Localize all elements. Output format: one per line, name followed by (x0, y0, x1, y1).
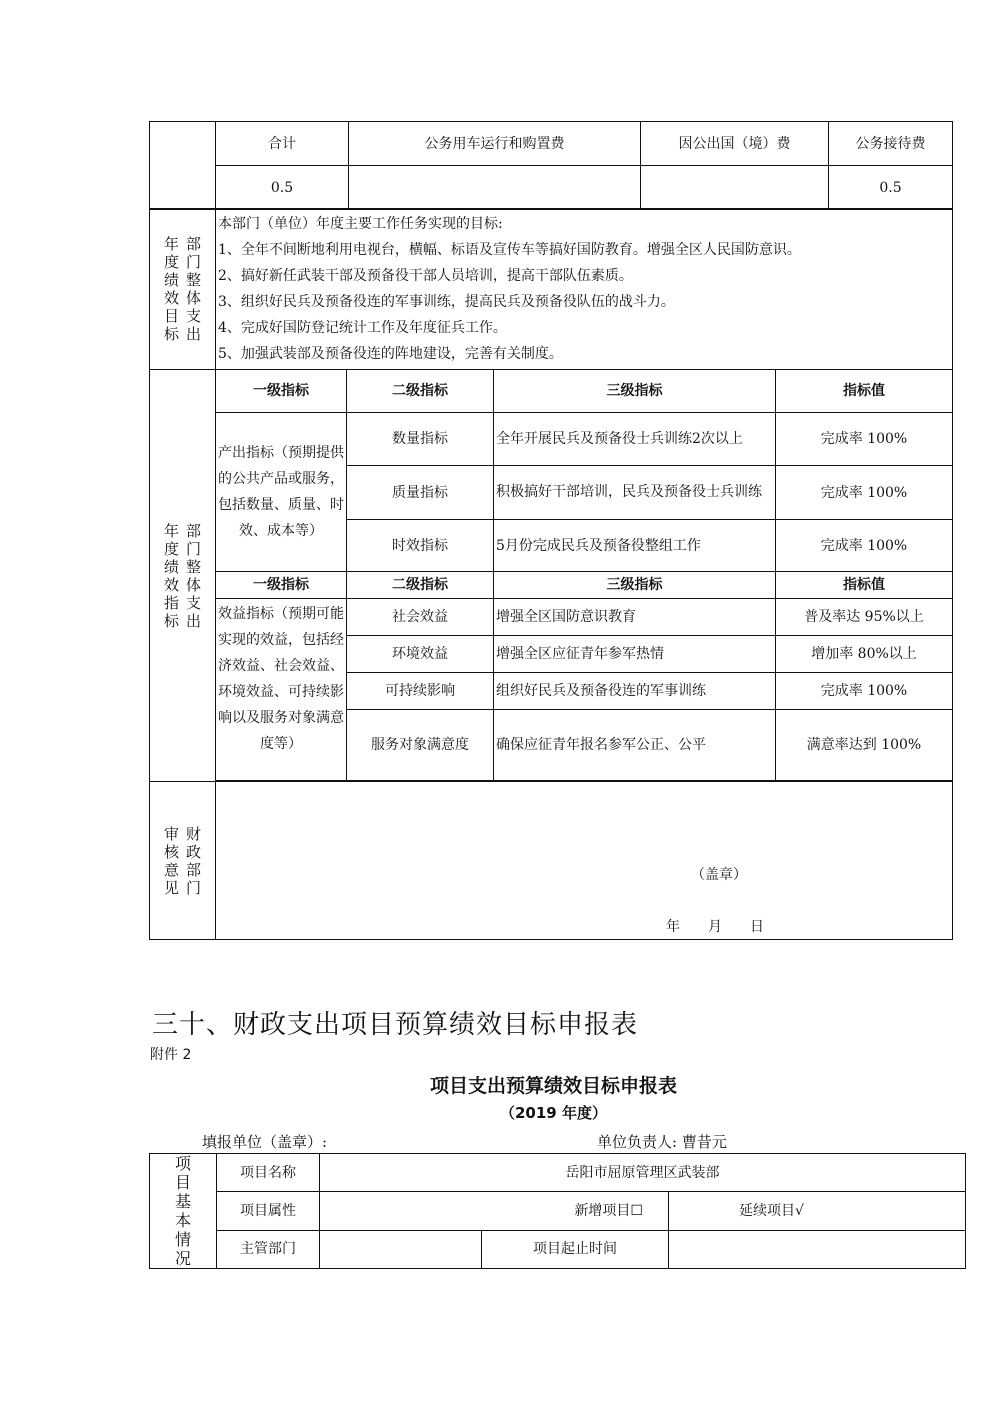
project-side-label: 项目基本情况 (175, 1154, 192, 1268)
table-row (150, 413, 953, 466)
benefit-level2-1: 社会效益 (347, 599, 494, 636)
output-level3-2: 积极搞好干部培训，民兵及预备役士兵训练 (494, 466, 776, 520)
project-attribute-label: 项目属性 (217, 1192, 320, 1230)
benefit-level3-1: 增强全区国防意识教育 (494, 599, 776, 636)
goal-item-4: 4、完成好国防登记统计工作及年度征兵工作。 (218, 320, 507, 336)
project-name-label: 项目名称 (217, 1154, 320, 1192)
col-header-level3-b: 三级指标 (494, 572, 776, 599)
benefit-value-3: 完成率 100% (776, 673, 953, 710)
filler-label: 填报单位（盖章）: (202, 1133, 328, 1151)
col-header-value-b: 指标值 (776, 572, 953, 599)
benefit-level1: 效益指标（预期可能实现的效益，包括经济效益、社会效益、环境效益、可持续影响以及服务对象满意度等） (216, 599, 347, 781)
header-total: 合计 (216, 122, 349, 166)
header-vehicle: 公务用车运行和购置费 (349, 122, 641, 166)
benefit-level2-4: 服务对象满意度 (347, 710, 494, 781)
benefit-value-1: 普及率达 95%以上 (776, 599, 953, 636)
seal-text: （盖章） (691, 867, 747, 883)
output-value-1: 完成率 100% (776, 413, 953, 466)
benefit-level3-4: 确保应征青年报名参军公正、公平 (494, 710, 776, 781)
header-abroad: 因公出国（境）费 (641, 122, 829, 166)
output-level1: 产出指标（预期提供的公共产品或服务，包括数量、质量、时效、成本等） (216, 413, 347, 572)
value-vehicle (349, 166, 641, 210)
header-reception: 公务接待费 (829, 122, 953, 166)
attribute-new: 新增项目☐ (320, 1192, 669, 1230)
project-side-label-cell (150, 1154, 217, 1269)
value-total: 0.5 (216, 166, 349, 210)
review-label-a: 财政部门 (185, 824, 201, 897)
form-title: 项目支出预算绩效目标申报表 (429, 1075, 677, 1097)
project-name-value: 岳阳市屈原管理区武装部 (320, 1154, 966, 1192)
goals-label-b: 年度绩效目标 (163, 235, 179, 343)
col-header-level1: 一级指标 (216, 370, 347, 413)
value-reception: 0.5 (829, 166, 953, 210)
table-row (150, 599, 953, 636)
output-value-3: 完成率 100% (776, 520, 953, 572)
goals-row-label (150, 209, 216, 370)
goals-intro: 本部门（单位）年度主要工作任务实现的目标: (218, 216, 503, 232)
output-level2-1: 数量指标 (347, 413, 494, 466)
period-label: 项目起止时间 (482, 1230, 669, 1268)
col-header-level3: 三级指标 (494, 370, 776, 413)
col-header-level2: 二级指标 (347, 370, 494, 413)
period-value (669, 1230, 966, 1268)
review-row-label (150, 782, 216, 940)
col-header-level2-b: 二级指标 (347, 572, 494, 599)
indicators-label-b: 年度绩效指标 (163, 521, 179, 630)
value-abroad (641, 166, 829, 210)
benefit-value-4: 满意率达到 100% (776, 710, 953, 781)
indicators-row-label (150, 370, 216, 782)
owner-label: 单位负责人: 曹昔元 (597, 1133, 727, 1151)
date-text: 年 月 日 (666, 919, 764, 935)
form-year: （2019 年度） (500, 1104, 607, 1122)
col-header-level1-b: 一级指标 (216, 572, 347, 599)
benefit-value-2: 增加率 80%以上 (776, 636, 953, 673)
col-header-value: 指标值 (776, 370, 953, 413)
goal-item-3: 3、组织好民兵及预备役连的军事训练，提高民兵及预备役队伍的战斗力。 (218, 294, 675, 310)
indicators-label-a: 部门整体支出 (185, 521, 201, 630)
output-value-2: 完成率 100% (776, 466, 953, 520)
attachment-label: 附件 2 (150, 1047, 192, 1063)
output-level3-1: 全年开展民兵及预备役士兵训练2次以上 (494, 413, 776, 466)
output-level2-3: 时效指标 (347, 520, 494, 572)
project-basic-table (149, 1153, 966, 1269)
goal-item-1: 1、全年不间断地利用电视台，横幅、标语及宣传车等搞好国防教育。增强全区人民国防意识。 (218, 242, 801, 258)
benefit-level3-2: 增强全区应征青年参军热情 (494, 636, 776, 673)
goals-label-a: 部门整体支出 (185, 235, 201, 343)
review-label-b: 审核意见 (163, 824, 179, 897)
attribute-continue: 延续项目√ (669, 1192, 966, 1230)
benefit-level2-2: 环境效益 (347, 636, 494, 673)
review-content (216, 782, 953, 940)
performance-table (149, 208, 953, 940)
goals-content (216, 209, 953, 370)
output-level3-3: 5月份完成民兵及预备役整组工作 (494, 520, 776, 572)
budget-summary-table (149, 121, 953, 210)
output-level2-2: 质量指标 (347, 466, 494, 520)
goal-item-2: 2、搞好新任武装干部及预备役干部人员培训，提高干部队伍素质。 (218, 268, 633, 284)
dept-value (320, 1230, 482, 1268)
dept-label: 主管部门 (217, 1230, 320, 1268)
benefit-level2-3: 可持续影响 (347, 673, 494, 710)
blank-cell (150, 122, 216, 210)
goal-item-5: 5、加强武装部及预备役连的阵地建设，完善有关制度。 (218, 346, 563, 362)
section-title: 三十、财政支出项目预算绩效目标申报表 (152, 1010, 639, 1040)
benefit-level3-3: 组织好民兵及预备役连的军事训练 (494, 673, 776, 710)
